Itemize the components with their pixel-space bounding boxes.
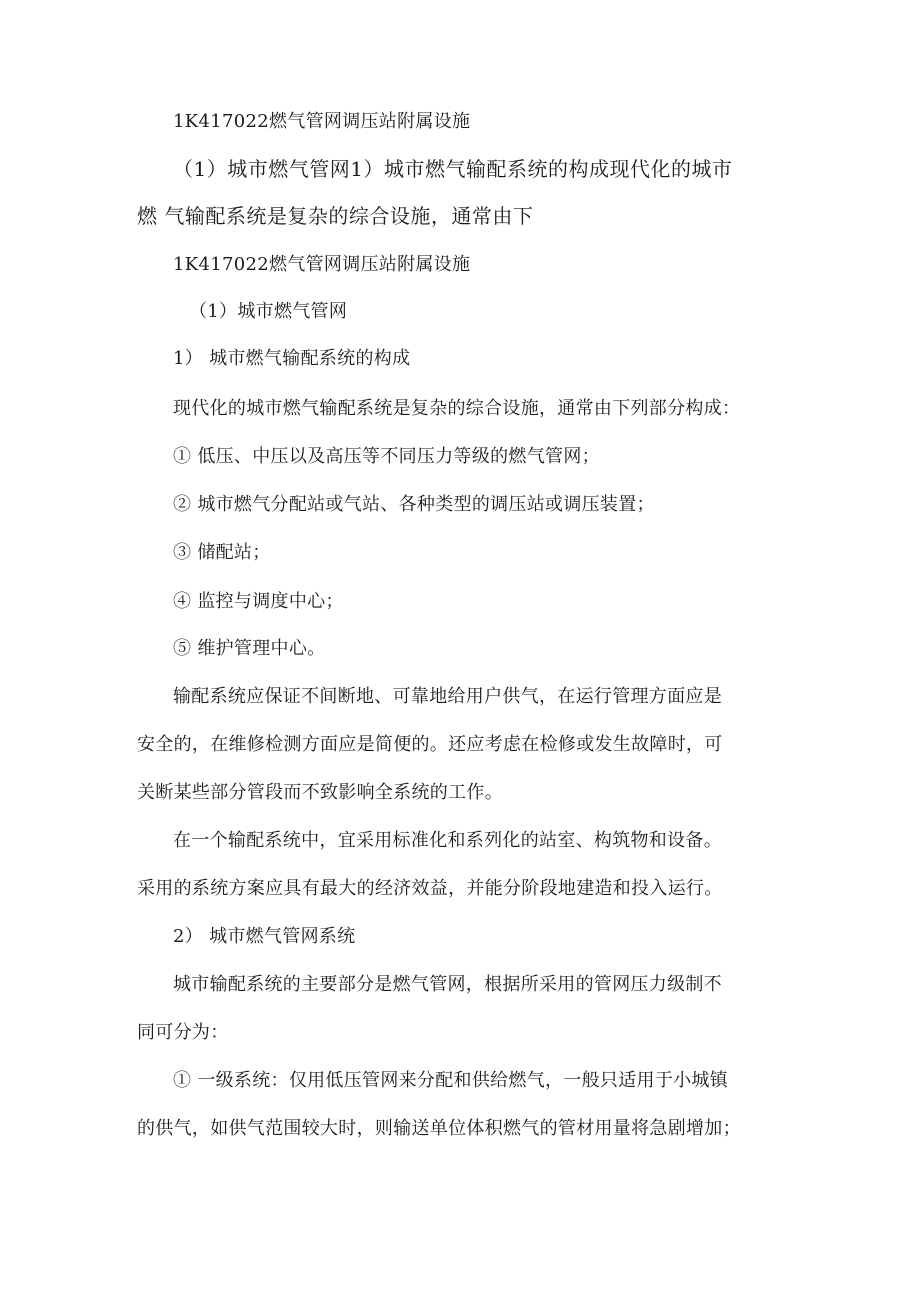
body-title: 1K417022燃气管网调压站附属设施	[173, 254, 471, 275]
paragraph-line: 关断某些部分管段而不致影响全系统的工作。	[137, 782, 503, 803]
list-item: ② 城市燃气分配站或气站、各种类型的调压站或调压装置；	[173, 494, 655, 515]
list-item: ⑤ 维护管理中心。	[173, 638, 326, 659]
list-item: ③ 储配站；	[173, 542, 271, 563]
list-item: ① 低压、中压以及高压等不同压力等级的燃气管网；	[173, 446, 600, 467]
subsection-heading: 1） 城市燃气输配系统的构成	[173, 348, 411, 369]
paragraph-line: 在一个输配系统中，宜采用标准化和系列化的站室、构筑物和设备。	[173, 830, 722, 851]
paragraph-line: 采用的系统方案应具有最大的经济效益，并能分阶段地建造和投入运行。	[137, 878, 723, 899]
intro-paragraph: 现代化的城市燃气输配系统是复杂的综合设施，通常由下列部分构成：	[173, 398, 741, 419]
paragraph-line: 城市输配系统的主要部分是燃气管网，根据所采用的管网压力级制不	[173, 974, 722, 995]
paragraph-line: 安全的，在维修检测方面应是简便的。还应考虑在检修或发生故障时，可	[137, 734, 723, 755]
section-heading: （1）城市燃气管网	[189, 301, 348, 322]
paragraph-line: 同可分为：	[137, 1022, 229, 1043]
header-summary-line-2: 燃 气输配系统是复杂的综合设施，通常由下	[137, 204, 534, 228]
paragraph-line: ① 一级系统：仅用低压管网来分配和供给燃气，一般只适用于小城镇	[173, 1070, 729, 1091]
header-summary-line-1: （1）城市燃气管网1）城市燃气输配系统的构成现代化的城市	[173, 157, 733, 181]
paragraph-line: 的供气，如供气范围较大时，则输送单位体积燃气的管材用量将急剧增加；	[137, 1118, 741, 1139]
subsection-heading: 2） 城市燃气管网系统	[173, 926, 356, 947]
header-title: 1K417022燃气管网调压站附属设施	[173, 111, 471, 132]
list-item: ④ 监控与调度中心；	[173, 591, 344, 612]
paragraph-line: 输配系统应保证不间断地、可靠地给用户供气，在运行管理方面应是	[173, 686, 722, 707]
